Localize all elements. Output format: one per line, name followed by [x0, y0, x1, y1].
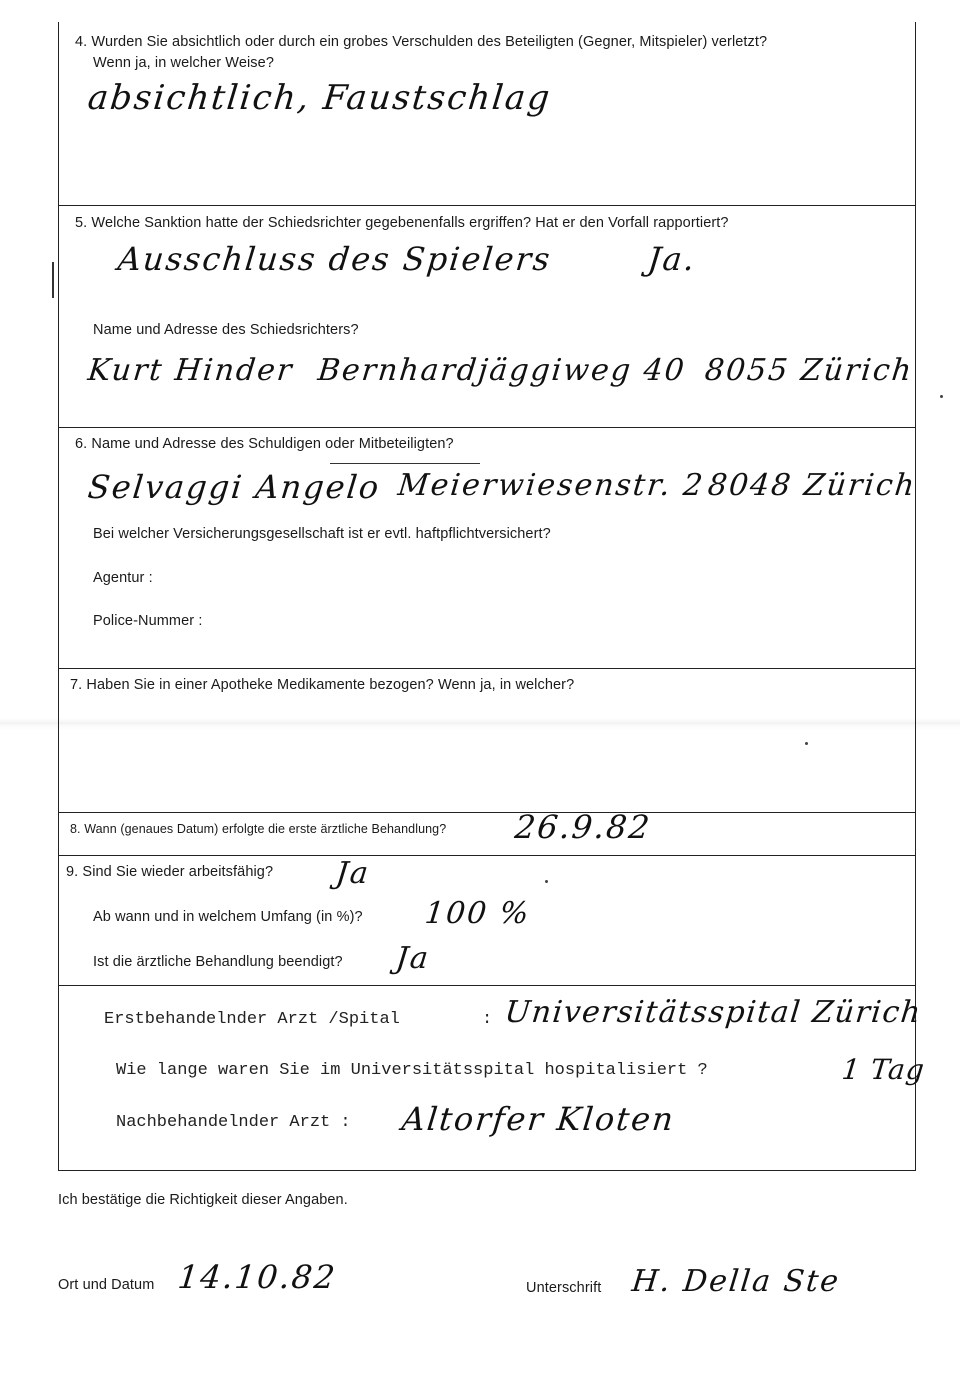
work-since-answer: 100 % — [423, 896, 533, 931]
section-divider-8 — [58, 812, 916, 813]
answer-5-reported: Ja. — [646, 240, 699, 278]
hospital-stay-label: Wie lange waren Sie im Universitätsspital hospitalisiert ? — [116, 1061, 708, 1080]
section-divider-5 — [58, 205, 916, 206]
form-bottom-line — [58, 1170, 916, 1171]
first-doctor-colon: : — [482, 1010, 493, 1029]
treatment-ended-answer: Ja — [394, 941, 432, 976]
speck — [545, 880, 548, 883]
referee-name: Kurt Hinder — [86, 353, 296, 388]
answer-5-sanction: Ausschluss des Spielers — [116, 240, 554, 278]
place-date-value: 14.10.82 — [176, 1258, 339, 1296]
followup-doctor-answer: Altorfer Kloten — [400, 1100, 677, 1138]
section-divider-6 — [58, 427, 916, 428]
first-doctor-answer: Universitätsspital Zürich — [503, 995, 924, 1030]
followup-doctor-label: Nachbehandelnder Arzt : — [116, 1113, 351, 1132]
answer-8: 26.9.82 — [513, 808, 654, 846]
speck — [940, 395, 943, 398]
margin-mark — [52, 262, 54, 298]
speck — [805, 742, 808, 745]
culprit-city: 8048 Zürich — [706, 468, 918, 503]
culprit-name: Selvaggi Angelo — [86, 468, 383, 506]
section-divider-7 — [58, 668, 916, 669]
referee-city: 8055 Zürich — [703, 353, 915, 388]
work-since-label: Ab wann und in welchem Umfang (in %)? — [93, 909, 363, 925]
hospital-stay-answer: 1 Tag — [840, 1053, 927, 1086]
place-date-label: Ort und Datum — [58, 1277, 155, 1293]
answer-4: absichtlich, Faustschlag — [85, 78, 554, 118]
confirmation-text: Ich bestätige die Richtigkeit dieser Angaben. — [58, 1192, 348, 1208]
referee-street: Bernhardjäggiweg 40 — [316, 353, 688, 388]
signature: H. Della Ste — [630, 1264, 842, 1299]
signature-label: Unterschrift — [526, 1280, 602, 1296]
answer-9: Ja — [334, 856, 372, 891]
policy-label: Police-Nummer : — [93, 613, 203, 629]
insurance-label: Bei welcher Versicherungsgesellschaft ist er evtl. haftpflichtversichert? — [93, 526, 551, 542]
question-9: 9. Sind Sie wieder arbeitsfähig? — [66, 864, 274, 880]
section-divider-typed — [58, 985, 916, 986]
section-divider-9 — [58, 855, 916, 856]
question-5: 5. Welche Sanktion hatte der Schiedsrichter gegebenenfalls ergriffen? Hat er den Vorfall rapportiert? — [75, 215, 729, 231]
question-4: 4. Wurden Sie absichtlich oder durch ein grobes Verschulden des Beteiligten (Gegner, Mitspieler) verletzt? — [75, 34, 768, 50]
question-6: 6. Name und Adresse des Schuldigen oder Mitbeteiligten? — [75, 436, 454, 452]
culprit-street: Meierwiesenstr. 2 — [396, 468, 707, 503]
referee-label: Name und Adresse des Schiedsrichters? — [93, 322, 359, 338]
question-8: 8. Wann (genaues Datum) erfolgte die erste ärztliche Behandlung? — [70, 822, 447, 836]
question-4-sub: Wenn ja, in welcher Weise? — [93, 55, 274, 71]
treatment-ended-label: Ist die ärztliche Behandlung beendigt? — [93, 954, 343, 970]
question-7: 7. Haben Sie in einer Apotheke Medikamente bezogen? Wenn ja, in welcher? — [70, 677, 575, 693]
first-doctor-label: Erstbehandelnder Arzt /Spital — [104, 1010, 400, 1029]
agency-label: Agentur : — [93, 570, 153, 586]
question-6-underline — [330, 463, 480, 464]
